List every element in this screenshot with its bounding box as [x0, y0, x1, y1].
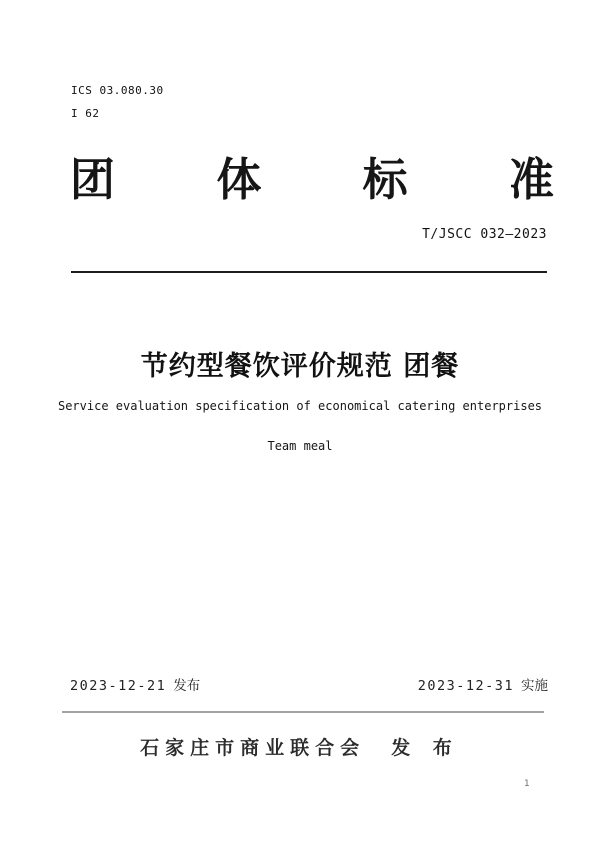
publish-date-label: 发布: [173, 678, 201, 694]
publish-date: [70, 674, 200, 694]
standard-type-char-4: 准: [508, 153, 554, 206]
page-number: 1: [524, 779, 530, 789]
header-divider: [71, 271, 547, 273]
classification-code: I 62: [71, 107, 100, 120]
footer-divider: [62, 711, 544, 713]
standard-type-char-3: 标: [362, 153, 408, 206]
implement-date: [418, 674, 548, 694]
document-title-english: Service evaluation specification of economical catering enterprises: [57, 399, 543, 413]
standard-type-char-1: 团: [70, 153, 116, 206]
publisher-row: [0, 733, 600, 760]
publisher-action-label: 发 布: [391, 737, 460, 759]
document-title-chinese: 节约型餐饮评价规范 团餐: [140, 351, 460, 382]
standard-type-title: [70, 153, 554, 206]
document-subtitle-english: Team meal: [267, 439, 333, 453]
implement-date-value: 2023-12-31: [417, 678, 514, 694]
implement-date-label: 实施: [521, 678, 548, 694]
publisher-organization: 石家庄市商业联合会: [140, 737, 366, 759]
standard-number: T/JSCC 032—2023: [422, 227, 547, 242]
dates-row: [70, 674, 548, 694]
standard-type-char-2: 体: [216, 153, 262, 206]
ics-code: ICS 03.080.30: [71, 84, 164, 97]
publish-date-value: 2023-12-21: [70, 678, 167, 694]
